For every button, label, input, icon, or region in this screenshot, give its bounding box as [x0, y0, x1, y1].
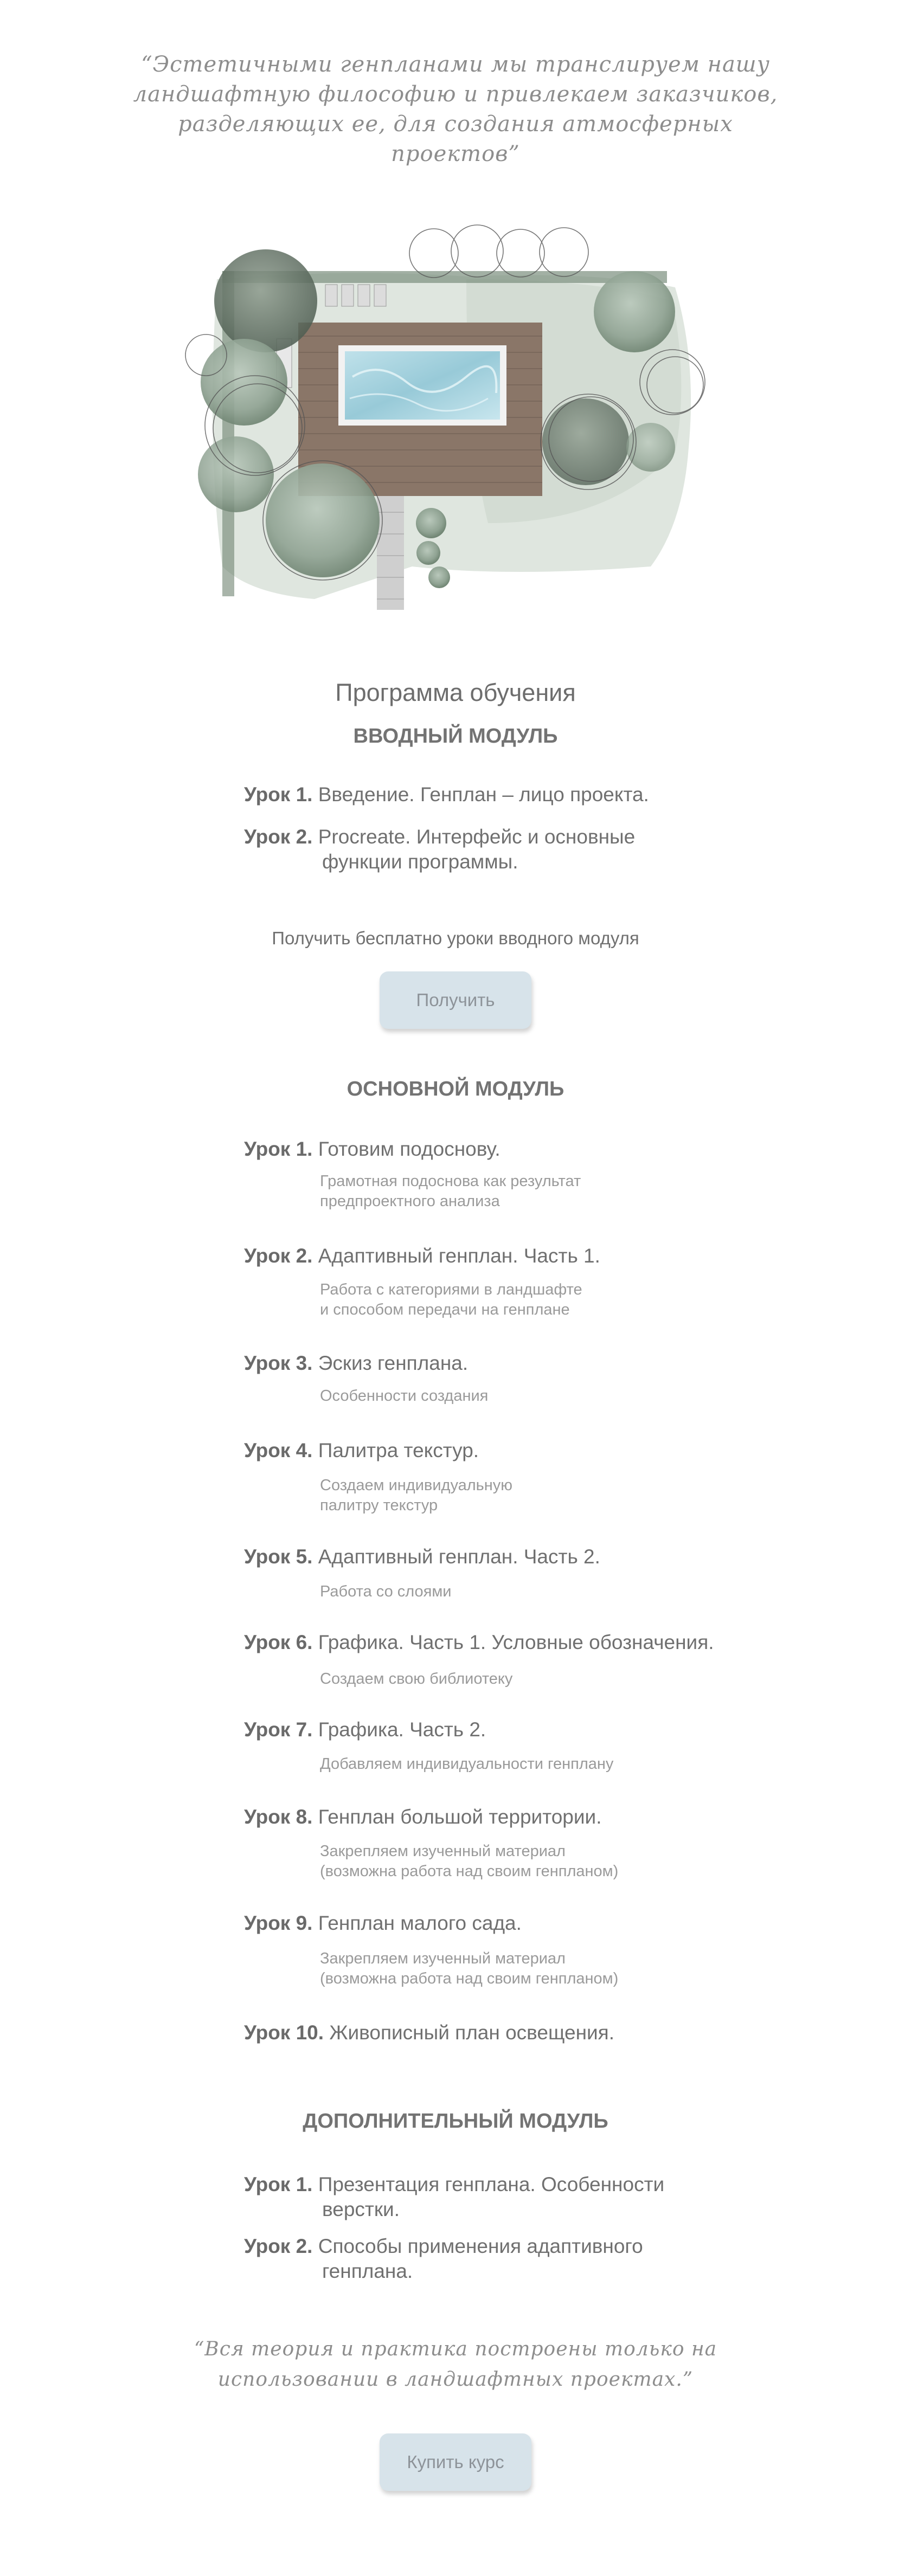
lesson-desc-line: палитру текстур [320, 1497, 438, 1514]
lesson-title: Способы применения адаптивного [318, 2235, 643, 2257]
lesson-number: Урок 8. [244, 1806, 313, 1828]
buy-course-button[interactable]: Купить курс [380, 2433, 531, 2491]
main-lesson-6 [244, 1630, 786, 1655]
lesson-title: Готовим подоснову. [318, 1138, 501, 1160]
main-lesson-2-desc [320, 1280, 754, 1320]
lesson-desc-line: Добавляем индивидуальности генплану [320, 1755, 614, 1773]
lesson-number: Урок 5. [244, 1545, 313, 1568]
lesson-desc-line: (возможна работа над своим генпланом) [320, 1970, 619, 1987]
intro-lesson-1 [244, 782, 786, 807]
lesson-desc-line: Грамотная подоснова как результат [320, 1173, 581, 1190]
lesson-number: Урок 1. [244, 783, 313, 806]
lesson-title: Адаптивный генплан. Часть 2. [318, 1545, 600, 1568]
main-lesson-10 [244, 2020, 786, 2045]
main-lesson-3-desc [320, 1386, 754, 1406]
main-module-title: ОСНОВНОЙ МОДУЛЬ [347, 1078, 564, 1100]
main-lesson-6-desc [320, 1669, 754, 1689]
intro-module-title: ВВОДНЫЙ МОДУЛЬ [353, 725, 558, 748]
free-lessons-text: Получить бесплатно уроки вводного модуля [272, 928, 639, 948]
extra-lesson-1 [244, 2172, 786, 2222]
lesson-desc-line: Создаем индивидуальную [320, 1477, 513, 1494]
lesson-title: Графика. Часть 2. [318, 1718, 486, 1741]
lesson-desc-line: предпроектного анализа [320, 1193, 500, 1210]
garden-plan-illustration [184, 220, 716, 621]
lesson-title: Адаптивный генплан. Часть 1. [318, 1245, 600, 1267]
main-lesson-5 [244, 1544, 786, 1569]
lesson-number: Урок 3. [244, 1352, 313, 1374]
lesson-title: Генплан большой территории. [318, 1806, 602, 1828]
main-lesson-9 [244, 1911, 786, 1936]
main-lesson-4 [244, 1438, 786, 1463]
lesson-title: Генплан малого сада. [318, 1912, 522, 1934]
lesson-title: Презентация генплана. Особенности [318, 2173, 665, 2195]
main-lesson-7 [244, 1717, 786, 1742]
lesson-number: Урок 7. [244, 1718, 313, 1741]
program-title: Программа обучения [335, 679, 576, 706]
lesson-title: Графика. Часть 1. Условные обозначения. [318, 1631, 714, 1653]
main-lesson-2 [244, 1244, 786, 1268]
main-lesson-7-desc [320, 1754, 754, 1774]
main-lesson-1-desc [320, 1171, 754, 1212]
lesson-title-continued: верстки. [322, 2198, 400, 2220]
extra-module-title: ДОПОЛНИТЕЛЬНЫЙ МОДУЛЬ [303, 2110, 608, 2133]
main-lesson-1 [244, 1137, 786, 1162]
lesson-title: Эскиз генплана. [318, 1352, 469, 1374]
lesson-number: Урок 1. [244, 2173, 313, 2195]
extra-lesson-2 [244, 2234, 786, 2284]
lesson-desc-line: Закрепляем изученный материал [320, 1950, 566, 1967]
main-lesson-5-desc [320, 1582, 754, 1602]
lesson-number: Урок 9. [244, 1912, 313, 1934]
lesson-number: Урок 6. [244, 1631, 313, 1653]
lesson-number: Урок 2. [244, 1245, 313, 1267]
main-lesson-9-desc [320, 1949, 754, 1989]
bottom-quote: “Вся теория и практика построены только на использовании в ландшафтных проектах.” [194, 2338, 717, 2391]
main-lesson-8 [244, 1805, 786, 1830]
get-free-button[interactable]: Получить [380, 971, 531, 1029]
lesson-title-continued: генплана. [322, 2260, 413, 2282]
lesson-desc-line: (возможна работа над своим генпланом) [320, 1863, 619, 1880]
lesson-title: Procreate. Интерфейс и основные [318, 826, 636, 848]
lesson-number: Урок 10. [244, 2021, 324, 2044]
lesson-desc-line: Создаем свою библиотеку [320, 1670, 513, 1688]
intro-lesson-2 [244, 825, 786, 874]
lesson-number: Урок 2. [244, 2235, 313, 2257]
lesson-title-continued: функции программы. [322, 851, 518, 873]
main-lesson-3 [244, 1351, 786, 1376]
top-quote: “Эстетичными генпланами мы транслируем нашу ландшафтную философию и привлекаем заказчиков, разделяющих ее, для создания атмосферных проектов” [133, 52, 778, 166]
lesson-desc-line: и способом передачи на генплане [320, 1301, 570, 1318]
lesson-number: Урок 4. [244, 1439, 313, 1461]
lesson-title: Палитра текстур. [318, 1439, 479, 1461]
lesson-title: Введение. Генплан – лицо проекта. [318, 783, 649, 806]
lesson-number: Урок 2. [244, 826, 313, 848]
lesson-title: Живописный план освещения. [329, 2021, 614, 2044]
lesson-desc-line: Работа со слоями [320, 1583, 452, 1600]
lesson-desc-line: Особенности создания [320, 1387, 489, 1405]
lesson-desc-line: Работа с категориями в ландшафте [320, 1281, 582, 1298]
main-lesson-8-desc [320, 1841, 754, 1882]
main-lesson-4-desc [320, 1476, 754, 1516]
lesson-number: Урок 1. [244, 1138, 313, 1160]
lesson-desc-line: Закрепляем изученный материал [320, 1843, 566, 1860]
